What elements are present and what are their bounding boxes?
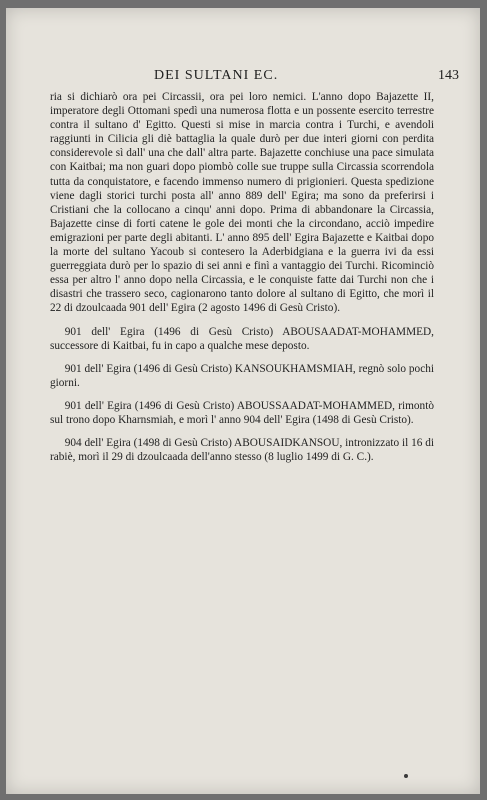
book-page: [6, 8, 480, 794]
page-number: 143: [438, 68, 459, 83]
paragraph-entry: 901 dell' Egira (1496 di Gesù Cristo) KANSOUKHAMSMIAH, regnò solo pochi giorni.: [50, 362, 434, 389]
ink-speck: [404, 774, 408, 778]
paragraph-intro: ria si dichiarò ora pei Circassii, ora pei loro nemici. L'anno dopo Bajazette II, imperatore degli Ottomani spedì una numerosa flotta e un possente esercito terrestre contra il sultano d' Egitto. Questi si mise in marcia contra i Turchi, e avendoli raggiunti in Cilicia gli diè battaglia la quale durò per due interi giorni con perdita considerevole sì dall' una che dall' altra parte. Bajazette conchiuse una pace simulata con Kaitbai; ma non guari dopo piombò colle sue truppe sulla Circassia scorrendola tutta da conquistatore, e facendo immenso numero di prigionieri. Questa spedizione viene dagli storici turchi posta all' anno 889 dell' Egira; ma sono da preferirsi i Cristiani che la collocano a cinqu' anni dopo. Prima di abbandonare la Circassia, Bajazette cinse di forti catene le gole dei monti che la circondano, acciò impedire emigrazioni per parte degli abitanti. L' anno 895 dell' Egira Bajazette e Kaitbai dopo la morte del sultano Yacoub si contesero la Aderbidgiana e la guerra ivi da essi guerreggiata durò per lo spazio di sei anni e finì a vantaggio dei Turchi. Ricominciò essa per altro l' anno dopo nella Circassia, e le conquiste fatte dai Turchi non che i disastri che trassero seco, cagionarono tanto dolore al sultano di Egitto, che morì il 22 di dzoulcaada 901 dell' Egira (2 agosto 1496 di Gesù Cristo).: [50, 91, 434, 315]
page-body: [50, 90, 434, 464]
paragraph-entry: 901 dell' Egira (1496 di Gesù Cristo) ABOUSSAADAT-MOHAMMED, rimontò sul trono dopo Kharnsmiah, e morì l' anno 904 dell' Egira (1498 di Gesù Cristo).: [50, 399, 434, 426]
running-title: DEI SULTANI EC.: [154, 68, 279, 83]
paragraph-entry: 901 dell' Egira (1496 di Gesù Cristo) ABOUSAADAT-MOHAMMED, successore di Kaitbai, fu in capo a qualche mese deposto.: [50, 325, 434, 352]
paragraph-entry: 904 dell' Egira (1498 di Gesù Cristo) ABOUSAIDKANSOU, intronizzato il 16 di rabiè, morì il 29 di dzoulcaada dell'anno stesso (8 luglio 1499 di G. C.).: [50, 437, 434, 464]
page-header: [6, 68, 480, 88]
